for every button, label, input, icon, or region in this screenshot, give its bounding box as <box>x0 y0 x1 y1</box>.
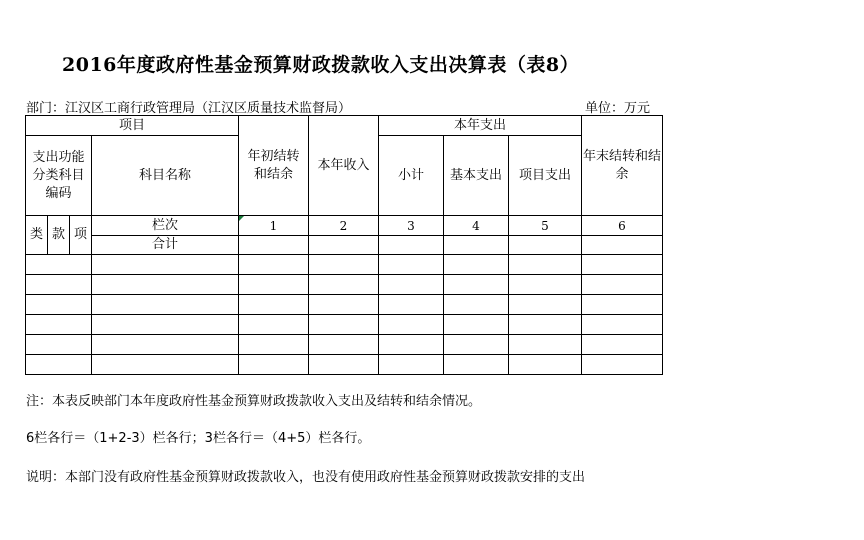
column-number: 1 <box>239 216 309 236</box>
table-row <box>26 275 663 295</box>
total-label: 合计 <box>92 236 239 255</box>
header-opening-balance: 年初结转和结余 <box>239 116 309 216</box>
header-func-code: 支出功能分类科目编码 <box>26 136 92 216</box>
column-number: 3 <box>379 216 444 236</box>
table-row <box>26 335 663 355</box>
note-explanation: 说明：本部门没有政府性基金预算财政拨款收入，也没有使用政府性基金预算财政拨款安排的支出 <box>26 470 586 485</box>
header-current-expense: 本年支出 <box>379 116 582 136</box>
table-cell <box>379 236 444 255</box>
header-project-expense: 项目支出 <box>509 136 582 216</box>
header-current-income: 本年收入 <box>309 116 379 216</box>
column-index-label: 栏次 <box>92 216 239 236</box>
header-entry: 项 <box>70 216 92 255</box>
table-cell <box>444 236 509 255</box>
table-row <box>26 295 663 315</box>
header-section: 款 <box>48 216 70 255</box>
note-description: 注：本表反映部门本年度政府性基金预算财政拨款收入支出及结转和结余情况。 <box>26 394 482 409</box>
header-closing-balance: 年末结转和结余 <box>582 116 663 216</box>
header-subtotal: 小计 <box>379 136 444 216</box>
table-cell <box>309 236 379 255</box>
column-number: 5 <box>509 216 582 236</box>
column-number: 6 <box>582 216 663 236</box>
table-row <box>26 255 663 275</box>
header-subject-name: 科目名称 <box>92 136 239 216</box>
column-number: 2 <box>309 216 379 236</box>
header-basic-expense: 基本支出 <box>444 136 509 216</box>
header-item: 项目 <box>26 116 239 136</box>
department-label: 部门：江汉区工商行政管理局（江汉区质量技术监督局） <box>26 101 352 116</box>
unit-label: 单位：万元 <box>585 101 651 116</box>
table-row <box>26 315 663 335</box>
note-formula: 6栏各行＝（1+2-3）栏各行；3栏各行＝（4+5）栏各行。 <box>26 431 371 446</box>
table-cell <box>239 236 309 255</box>
header-class: 类 <box>26 216 48 255</box>
table-cell <box>509 236 582 255</box>
page-title: 2016年度政府性基金预算财政拨款收入支出决算表（表8） <box>62 54 580 76</box>
table-row <box>26 355 663 375</box>
budget-table <box>25 115 663 375</box>
table-cell <box>582 236 663 255</box>
column-number: 4 <box>444 216 509 236</box>
